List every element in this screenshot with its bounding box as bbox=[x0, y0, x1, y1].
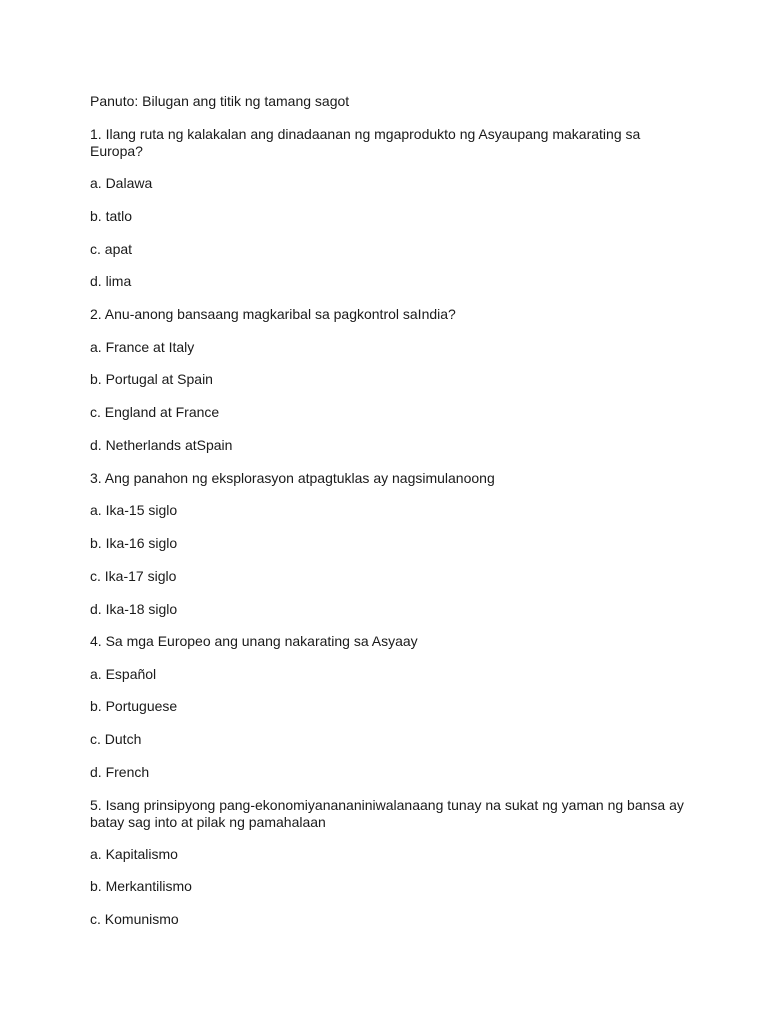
q4-choice-d: d. French bbox=[90, 764, 150, 780]
q1-choice-b: b. tatlo bbox=[90, 208, 133, 224]
q2-choice-d: d. Netherlands atSpain bbox=[90, 437, 233, 453]
q2-choice-c: c. England at France bbox=[90, 404, 220, 420]
q3-choice-c: c. Ika-17 siglo bbox=[90, 568, 177, 584]
instructions: Panuto: Bilugan ang titik ng tamang sagot bbox=[90, 93, 350, 109]
question-1: 1. Ilang ruta ng kalakalan ang dinadaanan ng mgaprodukto ng Asyaupang makarating sa Europa? bbox=[90, 126, 641, 159]
q1-choice-d: d. lima bbox=[90, 273, 132, 289]
q2-choice-b: b. Portugal at Spain bbox=[90, 371, 213, 387]
question-5: 5. Isang prinsipyong pang-ekonomiyanananiniwalanaang tunay na sukat ng yaman ng bansa ay batay sag into at pilak ng pamahalaan bbox=[90, 797, 684, 830]
q3-choice-a: a. Ika-15 siglo bbox=[90, 502, 178, 518]
question-3: 3. Ang panahon ng eksplorasyon atpagtuklas ay nagsimulanoong bbox=[90, 470, 495, 486]
q1-choice-a: a. Dalawa bbox=[90, 175, 153, 191]
q3-choice-d: d. Ika-18 siglo bbox=[90, 601, 178, 617]
q3-choice-b: b. Ika-16 siglo bbox=[90, 535, 178, 551]
q5-choice-b: b. Merkantilismo bbox=[90, 878, 192, 894]
q4-choice-c: c. Dutch bbox=[90, 731, 142, 747]
q5-choice-c: c. Komunismo bbox=[90, 911, 179, 927]
question-4: 4. Sa mga Europeo ang unang nakarating sa Asyaay bbox=[90, 633, 418, 649]
q5-choice-a: a. Kapitalismo bbox=[90, 846, 178, 862]
question-2: 2. Anu-anong bansaang magkaribal sa pagkontrol saIndia? bbox=[90, 306, 456, 322]
q4-choice-b: b. Portuguese bbox=[90, 698, 178, 714]
q2-choice-a: a. France at Italy bbox=[90, 339, 195, 355]
q4-choice-a: a. Español bbox=[90, 666, 157, 682]
q1-choice-c: c. apat bbox=[90, 241, 133, 257]
